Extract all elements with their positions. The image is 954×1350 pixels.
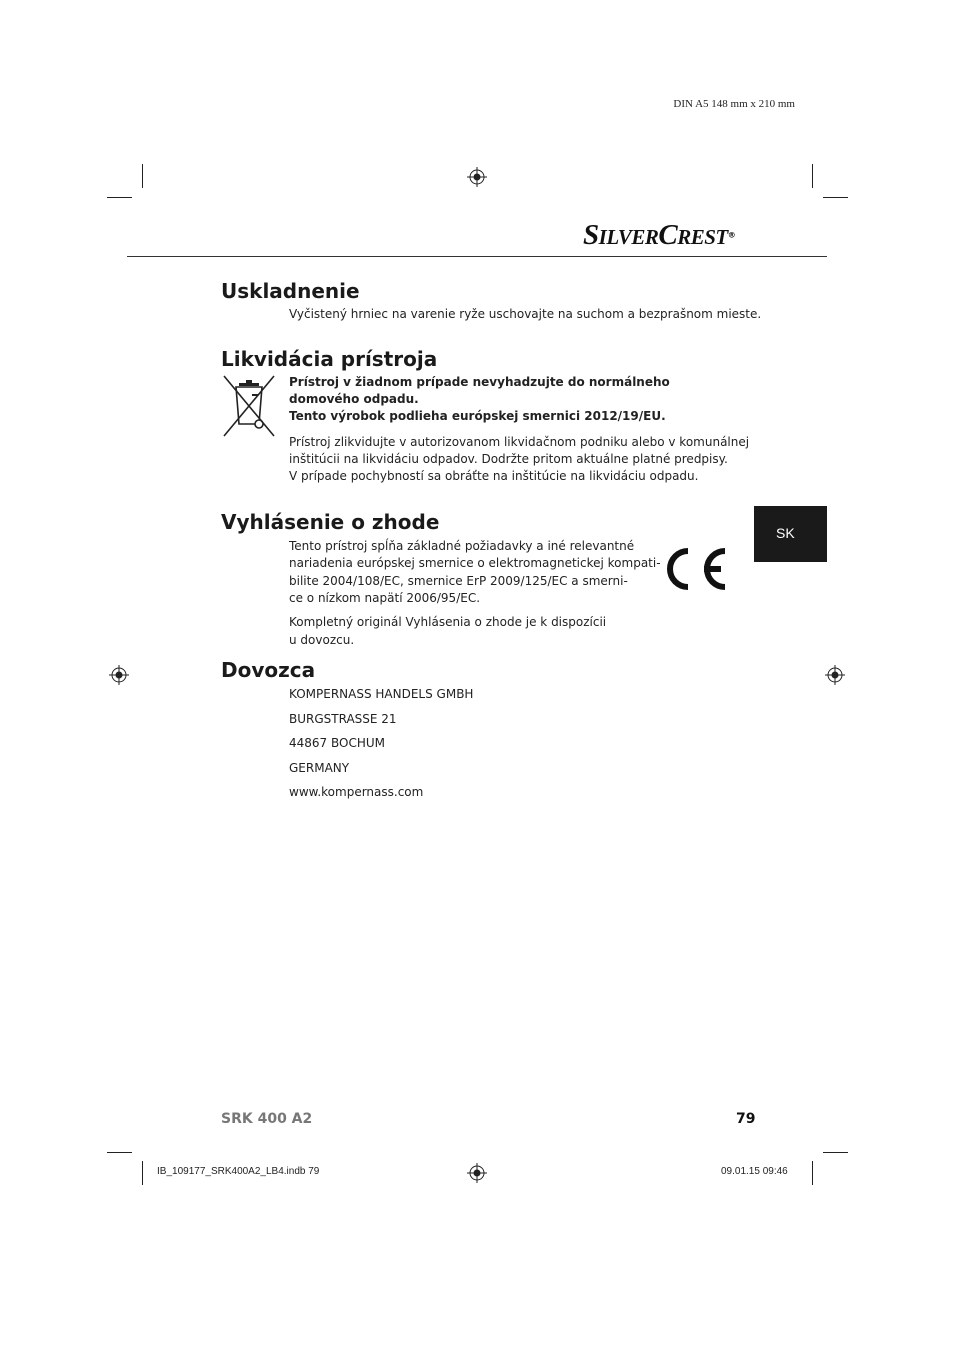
registration-mark-icon	[109, 665, 129, 685]
importer-company: KOMPERNASS HANDELS GMBH	[289, 687, 474, 701]
disposal-warning-line-2: domového odpadu.	[289, 392, 419, 406]
crop-mark	[107, 1152, 132, 1153]
conformity-text-line-4: ce o nízkom napätí 2006/95/EC.	[289, 591, 481, 605]
registration-mark-icon	[825, 665, 845, 685]
crop-mark	[823, 197, 848, 198]
conformity-text2-line-2: u dovozcu.	[289, 633, 355, 647]
importer-website[interactable]: www.kompernass.com	[289, 785, 424, 799]
conformity-text-line-1: Tento prístroj spĺňa základné požiadavky a iné relevantné	[289, 539, 635, 553]
storage-heading: Uskladnenie	[221, 279, 360, 303]
ce-mark-icon	[657, 544, 729, 594]
storage-text: Vyčistený hrniec na varenie ryže uschovajte na suchom a bezprašnom mieste.	[289, 307, 762, 321]
disposal-text-line-1: Prístroj zlikvidujte v autorizovanom likvidačnom podniku alebo v komunálnej	[289, 435, 750, 449]
conformity-text-line-2: nariadenia európskej smernice o elektromagnetickej kompati-	[289, 556, 661, 570]
conformity-text2-line-1: Kompletný originál Vyhlásenia o zhode je k dispozícii	[289, 615, 607, 629]
crossed-out-wheelie-bin-icon	[222, 374, 276, 438]
crop-mark	[823, 1152, 848, 1153]
importer-city: 44867 BOCHUM	[289, 736, 385, 750]
importer-street: BURGSTRASSE 21	[289, 712, 397, 726]
header-rule	[127, 256, 827, 257]
crop-mark	[812, 164, 813, 188]
slug-file: IB_109177_SRK400A2_LB4.indb 79	[157, 1166, 320, 1177]
crop-mark	[142, 164, 143, 188]
registration-mark-icon	[467, 1163, 487, 1183]
disposal-text-line-3: V prípade pochybností sa obráťte na inštitúcie na likvidáciu odpadu.	[289, 469, 699, 483]
silvercrest-logo: SILVERCREST®	[583, 219, 736, 251]
din-format-label: DIN A5 148 mm x 210 mm	[673, 98, 795, 110]
disposal-text-line-2: inštitúcii na likvidáciu odpadov. Dodržte pritom aktuálne platné predpisy.	[289, 452, 728, 466]
crop-mark	[812, 1161, 813, 1185]
registration-mark-icon	[467, 167, 487, 187]
conformity-text-line-3: bilite 2004/108/EC, smernice ErP 2009/125/EC a smerni-	[289, 574, 628, 588]
crop-mark	[107, 197, 132, 198]
language-tab	[754, 506, 827, 562]
importer-country: GERMANY	[289, 761, 350, 775]
footer-model: SRK 400 A2	[221, 1111, 313, 1127]
disposal-warning-line-1: Prístroj v žiadnom prípade nevyhadzujte do normálneho	[289, 375, 670, 389]
disposal-heading: Likvidácia prístroja	[221, 347, 438, 371]
language-tab-label: SK	[776, 525, 795, 541]
importer-heading: Dovozca	[221, 658, 316, 682]
crop-mark	[142, 1161, 143, 1185]
slug-datetime: 09.01.15 09:46	[721, 1166, 788, 1177]
disposal-directive-line: Tento výrobok podlieha európskej smernici 2012/19/EU.	[289, 409, 666, 423]
conformity-heading: Vyhlásenie o zhode	[221, 510, 440, 534]
page-number: 79	[736, 1111, 756, 1127]
